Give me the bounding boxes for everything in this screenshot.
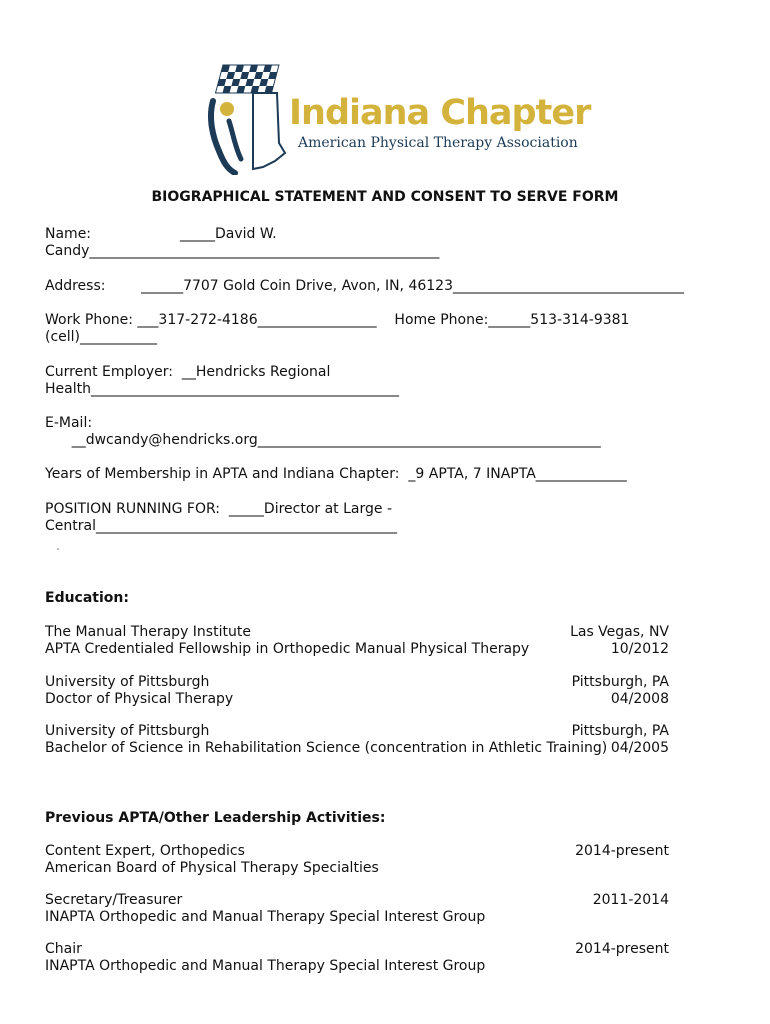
indiana-chapter-logo bbox=[205, 63, 591, 175]
form-title: BIOGRAPHICAL STATEMENT AND CONSENT TO SERVE FORM bbox=[151, 189, 619, 205]
education-institution: The Manual Therapy Institute bbox=[45, 624, 251, 640]
email-label: E-Mail: bbox=[45, 415, 93, 431]
membership-line: Years of Membership in APTA and Indiana Chapter: _9 APTA, 7 INAPTA_____________ bbox=[45, 466, 627, 482]
leadership-role: Secretary/Treasurer bbox=[45, 892, 183, 908]
position-line-1: POSITION RUNNING FOR: _____Director at Large - bbox=[45, 501, 393, 517]
education-degree: APTA Credentialed Fellowship in Orthopedic Manual Physical Therapy bbox=[45, 641, 530, 657]
education-heading: Education: bbox=[45, 590, 129, 606]
education-date: 04/2008 bbox=[610, 691, 669, 707]
name-line-2: Candy__________________________________________________ bbox=[45, 243, 440, 259]
education-degree: Doctor of Physical Therapy bbox=[45, 691, 234, 707]
employer-line-1: Current Employer: __Hendricks Regional bbox=[45, 364, 331, 380]
leadership-date: 2011-2014 bbox=[592, 892, 669, 908]
leadership-heading: Previous APTA/Other Leadership Activities: bbox=[45, 810, 386, 826]
position-line-2: Central___________________________________________ bbox=[45, 518, 397, 534]
education-institution: University of Pittsburgh bbox=[45, 723, 210, 739]
education-place: Las Vegas, NV bbox=[570, 624, 669, 640]
education-place: Pittsburgh, PA bbox=[571, 723, 669, 739]
leadership-role: Content Expert, Orthopedics bbox=[45, 843, 245, 859]
name-line-1: Name: _____David W. bbox=[45, 226, 277, 242]
logo-title: Indiana Chapter bbox=[289, 93, 591, 133]
leadership-organization: INAPTA Orthopedic and Manual Therapy Special Interest Group bbox=[45, 958, 486, 974]
email-value: __dwcandy@hendricks.org_________________________________________________ bbox=[45, 432, 601, 448]
cell-line: (cell)___________ bbox=[45, 329, 158, 345]
education-date: 10/2012 bbox=[610, 641, 669, 657]
logo-subtitle: American Physical Therapy Association bbox=[298, 135, 578, 151]
leadership-date: 2014-present bbox=[575, 941, 669, 957]
checkered-flag-runner-icon bbox=[205, 63, 295, 175]
work-phone-line: Work Phone: ___317-272-4186_________________ Home Phone:______513-314-9381 bbox=[45, 312, 630, 328]
address-line: Address: ______7707 Gold Coin Drive, Avon, IN, 46123_________________________________ bbox=[45, 278, 684, 294]
education-degree: Bachelor of Science in Rehabilitation Science (concentration in Athletic Training) bbox=[45, 740, 608, 756]
education-place: Pittsburgh, PA bbox=[571, 674, 669, 690]
leadership-role: Chair bbox=[45, 941, 82, 957]
employer-line-2: Health____________________________________________ bbox=[45, 381, 399, 397]
leadership-organization: American Board of Physical Therapy Specialties bbox=[45, 860, 379, 876]
stray-dot bbox=[57, 548, 59, 550]
education-date: 04/2005 bbox=[610, 740, 669, 756]
leadership-organization: INAPTA Orthopedic and Manual Therapy Special Interest Group bbox=[45, 909, 486, 925]
education-institution: University of Pittsburgh bbox=[45, 674, 210, 690]
leadership-date: 2014-present bbox=[575, 843, 669, 859]
